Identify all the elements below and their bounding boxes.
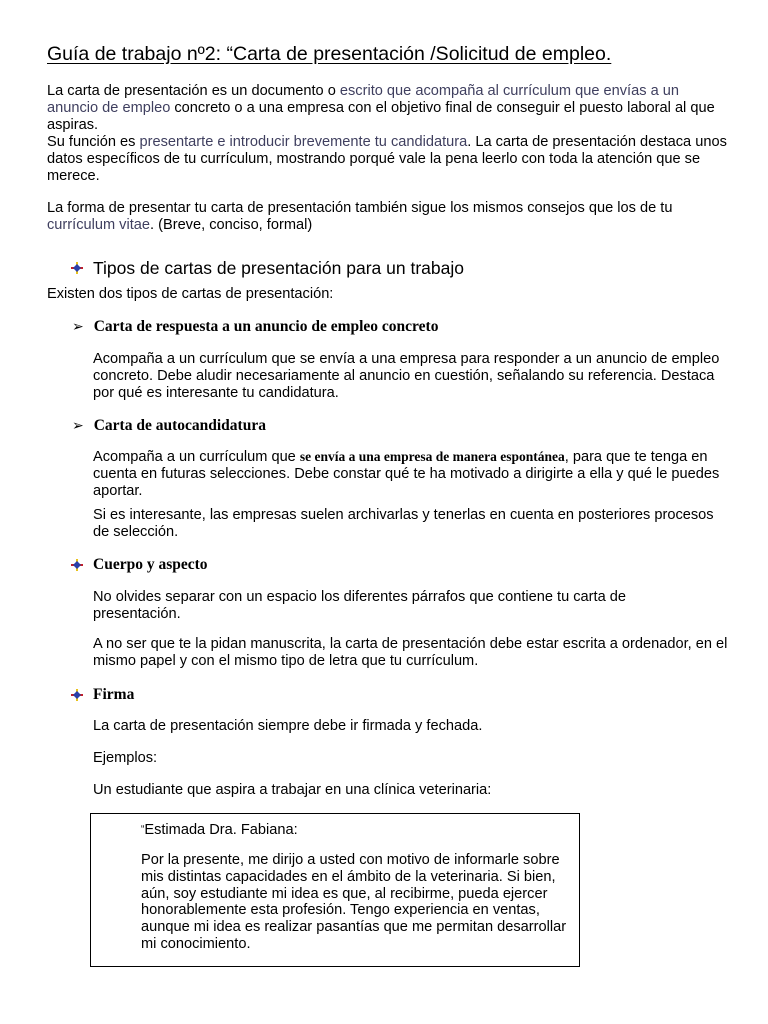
intro-paragraph-1 (47, 83, 727, 133)
tipo2-heading: Carta de autocandidatura (93, 417, 266, 434)
example-letter-box (90, 813, 580, 967)
tipo2-body (93, 449, 723, 499)
letter-quote-mark: “ (141, 824, 145, 835)
intro-p1-text-a: La carta de presentación es un documento o (47, 83, 340, 99)
diamond-bullet-icon (70, 688, 84, 702)
firma-paragraph-3: Un estudiante que aspira a trabajar en una clínica veterinaria: (93, 782, 492, 798)
document-title: Guía de trabajo nº2: “Carta de presentación /Solicitud de empleo. (47, 43, 612, 65)
diamond-bullet-icon (70, 558, 84, 572)
intro-p2-text-a: Su función es (47, 134, 140, 150)
letter-salutation-text: Estimada Dra. Fabiana: (144, 822, 298, 838)
tipo1-body: Acompaña a un currículum que se envía a una empresa para responder a un anuncio de empleo concreto. Debe aludir necesariamente al anuncio en cuestión, señalando su referencia. Destaca por qué es interesante tu candidatura. (93, 351, 720, 401)
intro-p1-text-b: concreto o a una empresa con el objetivo final de conseguir el puesto laboral al que aspiras. (47, 99, 715, 133)
intro-paragraph-3 (47, 200, 707, 234)
section-tipos-intro: Existen dos tipos de cartas de presentación: (47, 286, 334, 302)
intro-p3-link[interactable]: currículum vitae (47, 216, 150, 233)
firma-heading: Firma (93, 686, 135, 703)
cuerpo-heading-row (70, 556, 208, 574)
tipo2-body-text-a: Acompaña a un currículum que (93, 449, 300, 465)
intro-p3-text-b: . (Breve, conciso, formal) (150, 216, 313, 233)
diamond-bullet-icon (70, 261, 84, 275)
intro-p3-text-a: La forma de presentar tu carta de presentación también sigue los mismos consejos que los de tu (47, 200, 673, 216)
section-tipos-heading-row (70, 258, 464, 278)
firma-heading-row (70, 686, 134, 704)
letter-salutation (141, 822, 561, 839)
intro-paragraph-2 (47, 134, 727, 184)
cuerpo-paragraph-1: No olvides separar con un espacio los diferentes párrafos que contiene tu carta de presentación. (93, 589, 626, 622)
cuerpo-heading: Cuerpo y aspecto (93, 556, 208, 573)
intro-p2-text-b: . La carta de presentación destaca unos datos específicos de tu currículum, mostrando porqué vale la pena leerlo con toda la atención que se merece. (47, 134, 727, 184)
tipo2-body-text-b: , para que te tenga en cuenta en futuras selecciones. Debe constar qué te ha motivado a dirigirte a ella y qué le puedes aportar. (93, 449, 720, 499)
intro-p2-link[interactable]: presentarte e introducir brevemente tu candidatura (139, 134, 468, 150)
firma-paragraph-2: Ejemplos: (93, 750, 158, 766)
arrow-bullet-icon: ➢ (72, 317, 84, 334)
arrow-bullet-icon: ➢ (72, 416, 84, 433)
tipo2-body-2: Si es interesante, las empresas suelen archivarlas y tenerlas en cuenta en posteriores procesos de selección. (93, 507, 714, 540)
tipo1-heading-row (72, 318, 438, 336)
tipo2-heading-row (72, 417, 266, 435)
section-tipos-heading: Tipos de cartas de presentación para un trabajo (93, 258, 464, 278)
tipo1-heading: Carta de respuesta a un anuncio de empleo concreto (93, 318, 439, 335)
intro-p1-link[interactable]: escrito que acompaña al currículum que envías a un anuncio de empleo (47, 83, 679, 116)
firma-paragraph-1: La carta de presentación siempre debe ir firmada y fechada. (93, 718, 483, 734)
tipo2-body-bold: se envía a una empresa de manera espontánea (299, 449, 565, 464)
letter-body: Por la presente, me dirijo a usted con motivo de informarle sobre mis distintas capacidades en el ámbito de la veterinaria. Si bien, aún, soy estudiante mi idea es que, al recibirme, pueda ejercer honorablemente esta profesión. Tengo experiencia en ventas, aunque mi idea es realizar pasantías que me permitan desarrollar mi conocimiento. (141, 852, 567, 952)
cuerpo-paragraph-2: A no ser que te la pidan manuscrita, la carta de presentación debe estar escrita a ordenador, en el mismo papel y con el mismo tipo de letra que tu currículum. (93, 636, 728, 669)
